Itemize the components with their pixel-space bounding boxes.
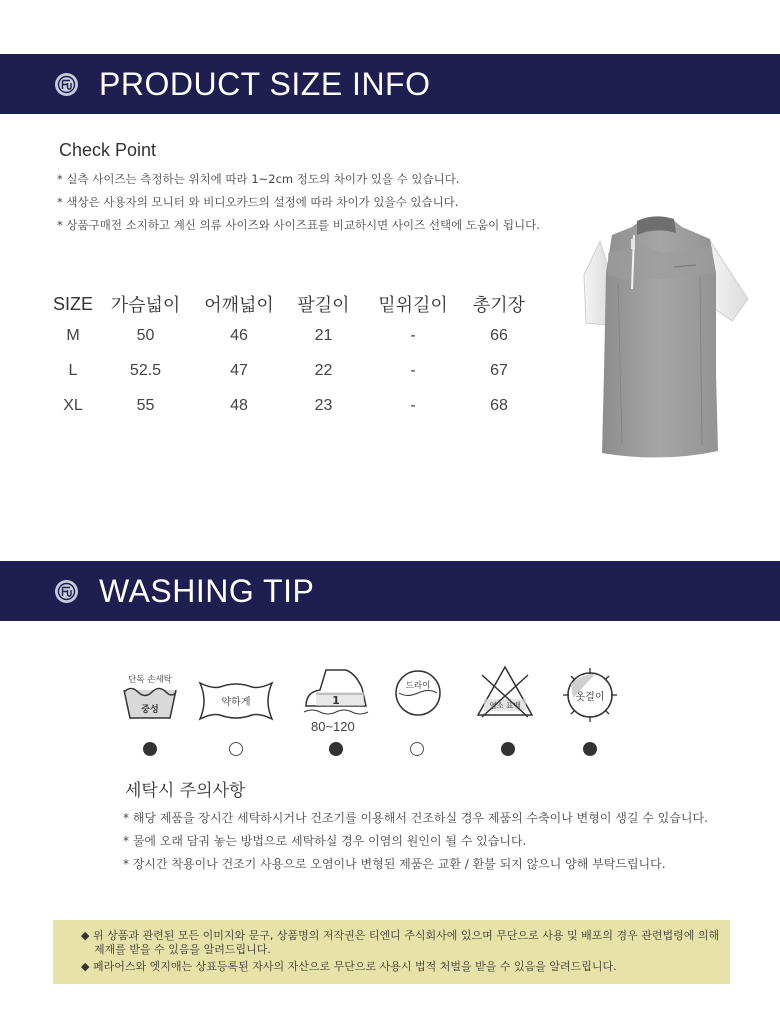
table-row [48,318,534,353]
icon-label: 중성 [141,705,159,715]
section-title: PRODUCT SIZE INFO [99,66,431,102]
size-info-banner [0,54,780,114]
table-cell: 47 [230,361,248,379]
table-cell: M [66,326,80,344]
iron-temp-label: 80~120 [311,719,355,734]
brand-logo-icon [55,73,78,96]
selected-dot [583,742,597,756]
header-cell: 밑위길이 [378,295,448,315]
header-cell: 총기장 [472,295,526,315]
header-cell: SIZE [52,293,93,314]
header-cell: 어깨넓이 [204,295,274,315]
check-note: * 실측 사이즈는 측정하는 위치에 따라 1~2cm 정도의 차이가 있을 수 있습니다. [57,172,460,186]
icon-label: 드라이 [405,681,431,691]
unselected-dot [229,742,243,756]
section-title: WASHING TIP [99,573,315,609]
table-cell: - [410,361,416,379]
table-cell: - [410,396,416,414]
gentle-wash-icon [198,679,274,727]
icon-label: 단독 손세탁 [128,675,172,685]
caution-note: * 장시간 착용이나 건조기 사용으로 오염이나 변형된 제품은 교환 / 환불 되지 않으니 양해 부탁드립니다. [123,857,666,871]
selected-dot [143,742,157,756]
dry-clean-icon [393,668,443,722]
table-cell: 67 [490,361,508,379]
caution-note: * 물에 오래 담궈 놓는 방법으로 세탁하실 경우 이염의 원인이 될 수 있습니다. [123,834,527,848]
caution-title: 세탁시 주의사항 [125,781,246,801]
notice-line: ◆ 페라어스와 엣지애는 상표등록된 자사의 자산으로 무단으로 사용시 법적 처벌을 받을 수 있음을 알려드립니다. [81,960,617,973]
table-cell: 50 [136,326,155,344]
brand-logo-icon [55,580,78,603]
table-cell: 68 [490,396,508,414]
notice-line: 제재를 받을 수 있음을 알려드립니다. [94,943,271,956]
table-cell: 46 [230,326,248,344]
icon-label: 약하게 [221,697,251,708]
icon-label: 옷걸이 [575,692,605,703]
selected-dot [501,742,515,756]
table-cell: - [410,326,416,344]
table-cell: L [68,361,78,379]
table-row [48,388,534,423]
check-note: * 상품구매전 소지하고 계신 의류 사이즈와 사이즈표를 비교하시면 사이즈 선택에 도움이 됩니다. [57,218,540,232]
copyright-notice-box [53,920,730,984]
iron-icon [300,664,372,724]
table-cell: 22 [314,361,333,379]
notice-line: ◆ 위 상품과 관련된 모든 이미지와 문구, 상품명의 저작권은 티엔디 주식회사에 있으며 무단으로 사용 및 배포의 경우 관련법령에 의해 [81,929,720,942]
size-table-header [48,290,534,318]
table-cell: 48 [230,396,248,414]
hang-dry-icon [559,664,621,730]
header-cell: 팔길이 [297,295,350,315]
caution-note: * 해당 제품을 장시간 세탁하시거나 건조기를 이용해서 건조하실 경우 제품의 수축이나 변형이 생길 수 있습니다. [123,811,708,825]
icon-label: 염소 표백 [489,701,521,710]
washing-tip-banner [0,561,780,621]
hand-wash-icon [120,668,180,728]
unselected-dot [410,742,424,756]
table-cell: 52.5 [129,361,162,379]
selected-dot [329,742,343,756]
table-cell: 21 [314,326,333,344]
icon-label: 1 [332,694,340,707]
table-cell: XL [63,396,83,414]
product-shirt-image [582,213,752,467]
header-cell: 가슴넓이 [110,295,181,315]
check-point-title: Check Point [59,140,157,160]
check-note: * 색상은 사용자의 모니터 와 비디오카드의 설정에 따라 차이가 있을수 있습니다. [57,195,459,209]
table-cell: 66 [490,326,508,344]
size-table [48,290,534,423]
table-cell: 55 [136,396,155,414]
table-row [48,353,534,388]
table-cell: 23 [314,396,333,414]
no-bleach-icon [474,663,536,723]
